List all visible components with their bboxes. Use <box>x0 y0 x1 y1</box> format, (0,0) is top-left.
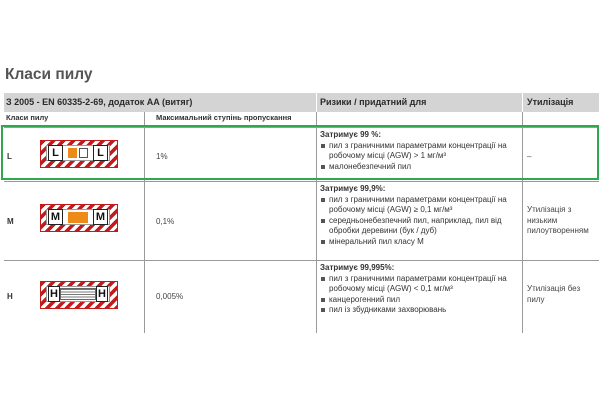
table-subheader <box>4 112 599 122</box>
disposal-value: Утилізація з низьким пилоутворенням <box>527 205 589 235</box>
risk-description <box>320 263 520 316</box>
badge-letter: M <box>93 209 108 225</box>
max-penetration-value: 1% <box>156 152 168 161</box>
header-standard: З 2005 - EN 60335-2-69, додаток AA (витяг) <box>6 97 193 107</box>
retention-rate: Затримує 99,9%: <box>320 184 386 193</box>
list-item: середньонебезпечний пил, наприклад, пил від обробки деревини (бук / дуб) <box>320 216 520 237</box>
badge-letter: M <box>48 209 63 225</box>
badge-letter: L <box>48 145 63 161</box>
dust-class-label: H <box>7 292 13 301</box>
selection-highlight <box>1 125 599 180</box>
subheader-dust-class: Класи пилу <box>6 113 49 122</box>
disposal-value: Утилізація без пилу <box>527 284 581 304</box>
badge-letter: H <box>96 286 108 302</box>
list-item: пил з граничними параметрами концентрації на робочому місці (AGW) ≥ 0,1 мг/м³ <box>320 195 520 216</box>
dust-class-badge-m <box>40 204 118 232</box>
header-disposal: Утилізація <box>527 97 574 107</box>
dust-class-badge-h <box>40 281 118 309</box>
list-item: канцерогенний пил <box>320 295 520 306</box>
list-item: малонебезпечний пил <box>320 162 520 173</box>
max-penetration-value: 0,005% <box>156 292 184 301</box>
retention-rate: Затримує 99 %: <box>320 130 381 139</box>
list-item: пил із збудниками захворювань <box>320 305 520 316</box>
table-row-m <box>4 181 599 260</box>
header-risks: Ризики / придатний для <box>320 97 427 107</box>
dust-class-label: M <box>7 217 14 226</box>
disposal-value: – <box>527 152 532 161</box>
table-row-h <box>4 260 599 334</box>
hazard-text-icon <box>60 288 96 300</box>
list-item: пил з граничними параметрами концентрації на робочому місці (AGW) > 1 мг/м³ <box>320 141 520 162</box>
table-header <box>4 93 599 112</box>
subheader-max-penetration: Максимальний ступінь пропускання <box>156 113 292 122</box>
page-title: Класи пилу <box>5 66 93 83</box>
badge-letter: L <box>93 145 108 161</box>
list-item: пил з граничними параметрами концентрації на робочому місці (AGW) < 0,1 мг/м³ <box>320 274 520 295</box>
dust-class-label: L <box>7 152 12 161</box>
retention-rate: Затримує 99,995%: <box>320 263 395 272</box>
badge-letter: H <box>48 286 60 302</box>
respirator-icon <box>68 212 88 223</box>
risk-description <box>320 184 520 247</box>
list-item: мінеральний пил класу M <box>320 237 520 248</box>
max-penetration-value: 0,1% <box>156 217 175 226</box>
